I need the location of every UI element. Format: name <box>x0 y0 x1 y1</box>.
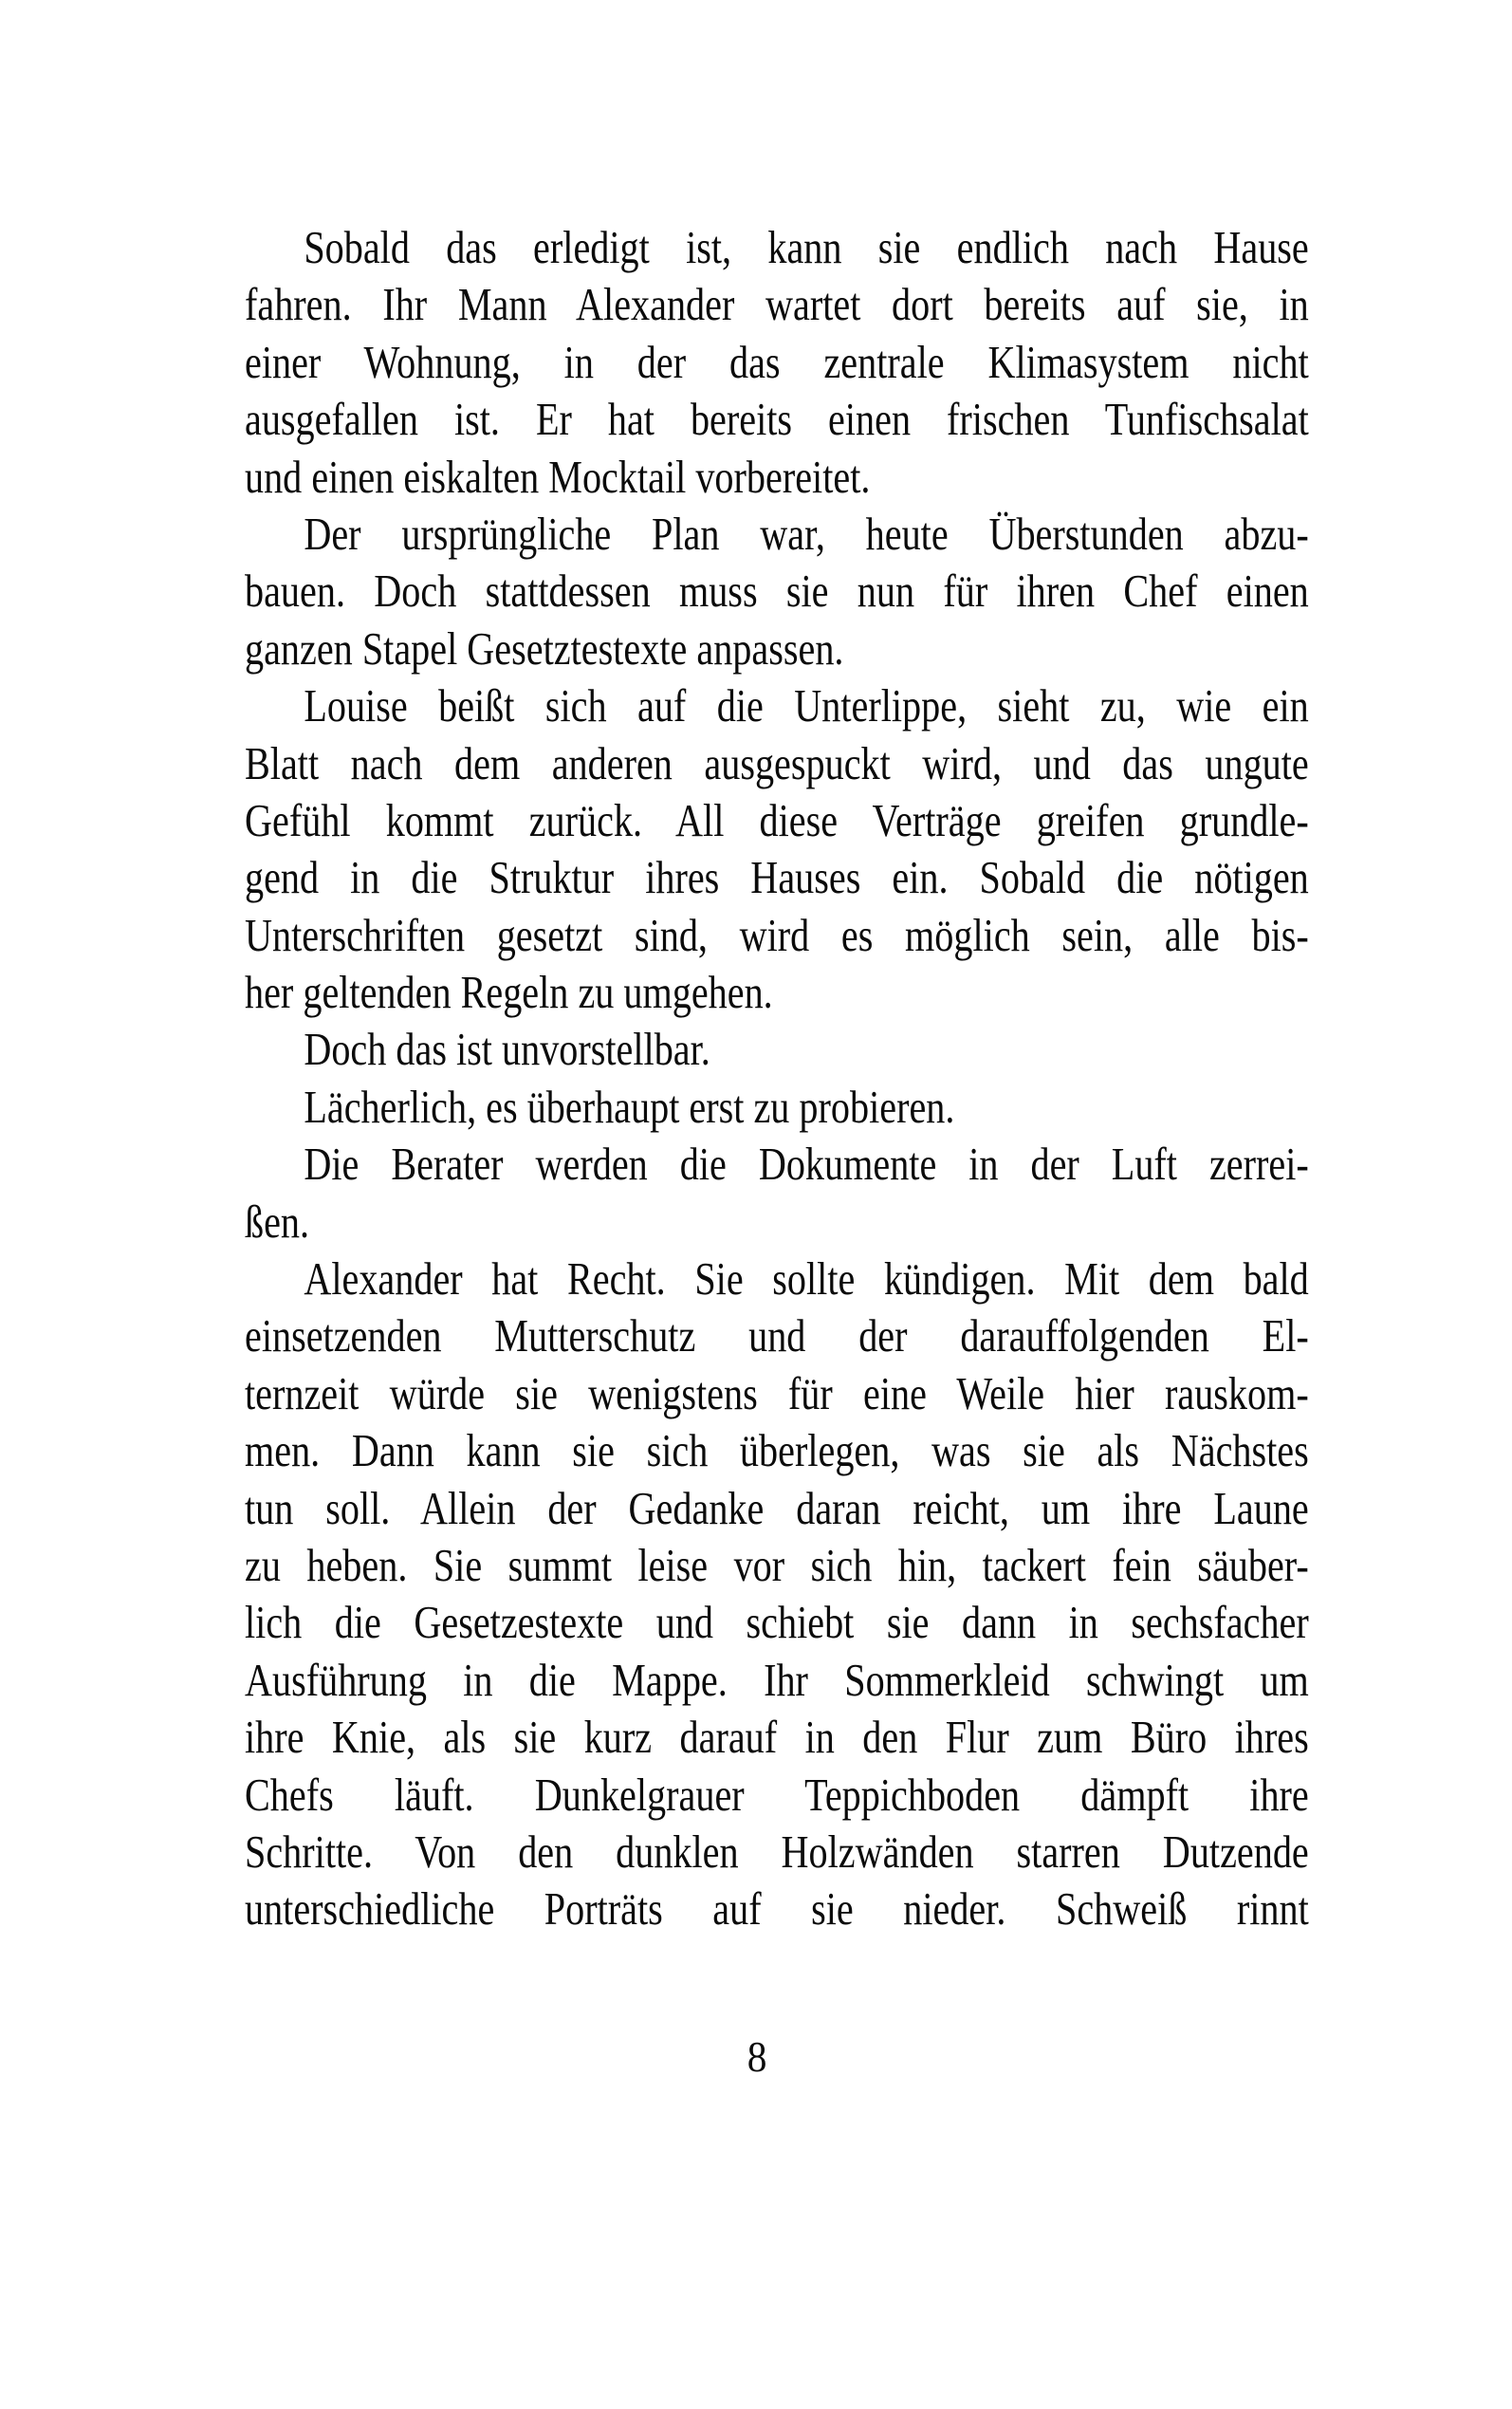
text-line: Blatt nach dem anderen ausgespuckt wird, und das ungute <box>245 736 1309 789</box>
text-line: einsetzenden Mutterschutz und der darauffolgenden El- <box>245 1309 1309 1362</box>
text-line: ßen. <box>245 1195 310 1248</box>
text-line: bauen. Doch stattdessen muss sie nun für ihren Chef einen <box>245 565 1309 618</box>
text-line: Gefühl kommt zurück. All diese Verträge greifen grundle- <box>245 793 1309 846</box>
text-line: Der ursprüngliche Plan war, heute Überstunden abzu- <box>304 507 1309 560</box>
text-line: Die Berater werden die Dokumente in der Luft zerrei- <box>304 1138 1309 1191</box>
text-line: ternzeit würde sie wenigstens für eine Weile hier rauskom- <box>245 1366 1309 1419</box>
text-line: einer Wohnung, in der das zentrale Klimasystem nicht <box>245 335 1309 388</box>
text-line: lich die Gesetzestexte und schiebt sie dann in sechsfacher <box>245 1596 1309 1649</box>
text-line: gend in die Struktur ihres Hauses ein. Sobald die nötigen <box>245 851 1309 904</box>
text-line: tun soll. Allein der Gedanke daran reicht, um ihre Laune <box>245 1481 1309 1534</box>
text-line: unterschiedliche Porträts auf sie nieder. Schweiß rinnt <box>245 1882 1309 1936</box>
text-line: Unterschriften gesetzt sind, wird es möglich sein, alle bis- <box>245 908 1309 961</box>
text-line: zu heben. Sie summt leise vor sich hin, tackert fein säuber- <box>245 1538 1309 1591</box>
text-line: Ausführung in die Mappe. Ihr Sommerkleid schwingt um <box>245 1653 1309 1706</box>
text-line: und einen eiskalten Mocktail vorbereitet. <box>245 450 871 503</box>
text-line: ganzen Stapel Gesetztestexte anpassen. <box>245 621 844 675</box>
text-line: men. Dann kann sie sich überlegen, was sie als Nächstes <box>245 1424 1309 1477</box>
text-line: Schritte. Von den dunklen Holzwänden starren Dutzende <box>245 1825 1309 1878</box>
text-line: her geltenden Regeln zu umgehen. <box>245 966 773 1019</box>
text-line: ausgefallen ist. Er hat bereits einen frischen Tunfischsalat <box>245 393 1309 446</box>
text-line: Lächerlich, es überhaupt erst zu probieren. <box>304 1080 955 1133</box>
text-line: Doch das ist unvorstellbar. <box>304 1023 710 1076</box>
text-line: Chefs läuft. Dunkelgrauer Teppichboden dämpft ihre <box>245 1768 1309 1821</box>
text-line: Sobald das erledigt ist, kann sie endlich nach Hause <box>304 221 1309 273</box>
text-line: fahren. Ihr Mann Alexander wartet dort bereits auf sie, in <box>245 278 1309 331</box>
text-line: Alexander hat Recht. Sie sollte kündigen. Mit dem bald <box>304 1252 1309 1306</box>
text-line: Louise beißt sich auf die Unterlippe, sieht zu, wie ein <box>304 679 1309 732</box>
text-line: ihre Knie, als sie kurz darauf in den Flur zum Büro ihres <box>245 1711 1309 1764</box>
body-text <box>245 219 1309 1938</box>
page-number: 8 <box>747 2032 767 2081</box>
